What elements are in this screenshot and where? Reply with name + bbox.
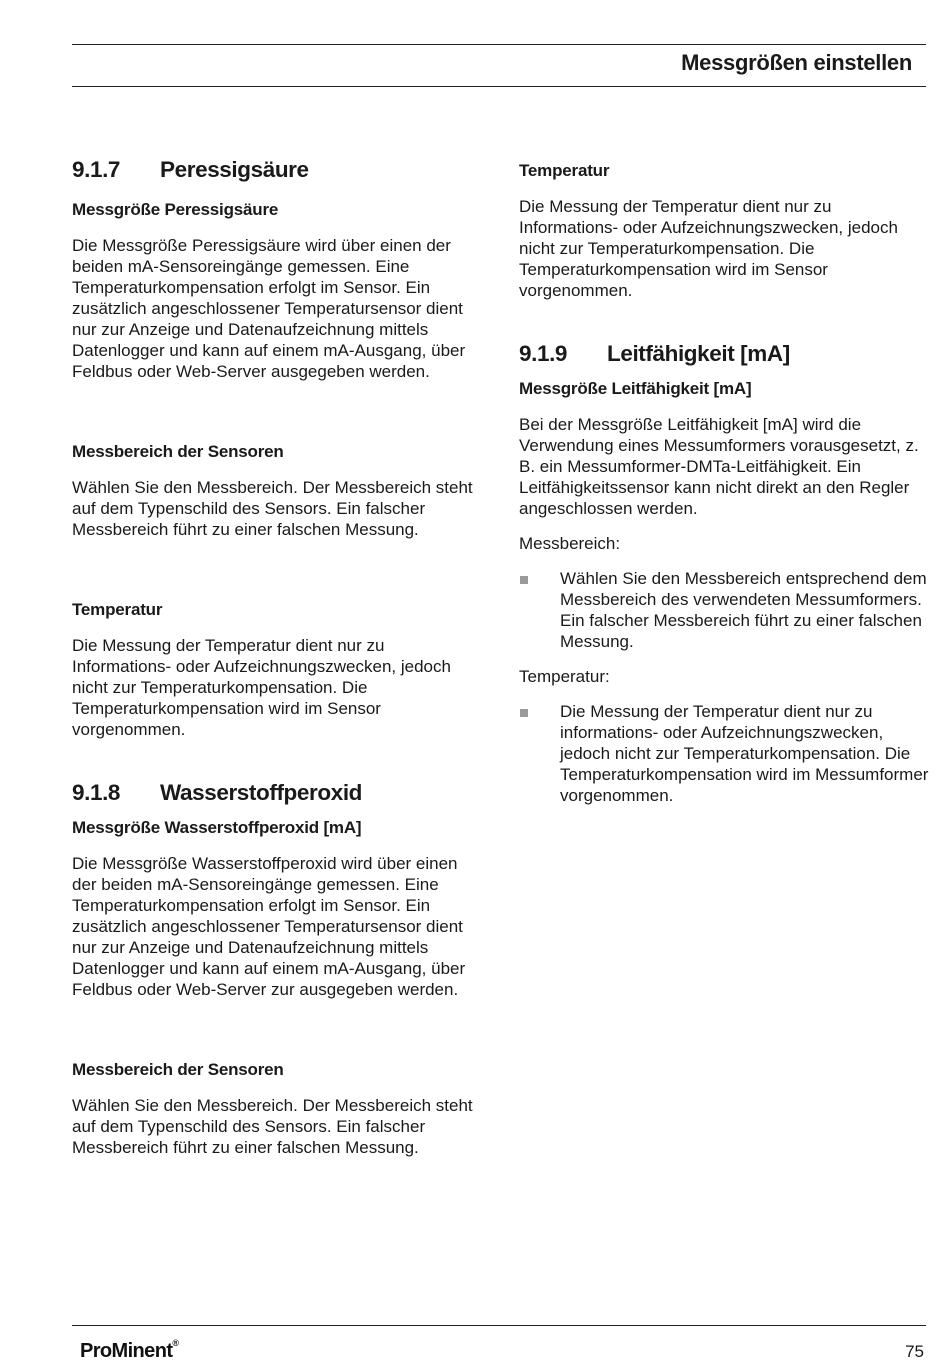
page-number: 75 [905, 1342, 924, 1361]
bullet-square-icon [519, 568, 560, 652]
label: Temperatur: [519, 667, 610, 686]
section-title: Leitfähigkeit [mA] [607, 341, 790, 366]
subheading: Messgröße Peressigsäure [72, 200, 279, 219]
left-column [72, 155, 482, 1158]
paragraph: Wählen Sie den Messbereich. Der Messbereich steht auf dem Typenschild des Sensors. Ein falscher Messbereich führt zu einer falschen Messung. [72, 478, 473, 539]
section-title: Peressigsäure [160, 157, 309, 182]
logo-text: ProMinent [80, 1340, 173, 1362]
section-heading-919 [519, 339, 929, 369]
paragraph: Die Messung der Temperatur dient nur zu Informations- oder Aufzeichnungszwecken, jedoch nicht zur Temperaturkompensation. Die Temperaturkompensation wird im Sensor vorgenommen. [72, 636, 451, 739]
section-number: 9.1.9 [519, 341, 568, 366]
subheading: Messbereich der Sensoren [72, 442, 284, 461]
section-number: 9.1.8 [72, 780, 121, 805]
footer-rule [72, 1325, 926, 1326]
section-heading-918 [72, 778, 482, 808]
header-top-rule [72, 44, 926, 45]
label: Messbereich: [519, 534, 621, 553]
right-column [519, 155, 929, 806]
section-number: 9.1.7 [72, 157, 121, 182]
paragraph: Bei der Messgröße Leitfähigkeit [mA] wird die Verwendung eines Messumformers vorausgesetzt, z. B. ein Messumformer-DMTa-Leitfähigkeit. Ein Leitfähigkeitssensor kann nicht direkt an den Regler angeschlossen werden. [519, 415, 919, 518]
paragraph: Die Messgröße Wasserstoffperoxid wird über einen der beiden mA-Sensoreingänge gemessen. Eine Temperaturkompensation erfolgt im Sensor. Ein zusätzlich angeschlossener Temperatursensor dient nur zur Anzeige und Datenaufzeichnung mittels Datenlogger und kann auf einem mA-Ausgang, über Feldbus oder Web-Server zur ausgegeben werden. [72, 854, 466, 999]
header-bottom-rule [72, 86, 926, 87]
prominent-logo [80, 1340, 178, 1363]
paragraph: Die Messung der Temperatur dient nur zu Informations- oder Aufzeichnungszwecken, jedoch nicht zur Temperaturkompensation. Die Temperaturkompensation wird im Sensor vorgenommen. [519, 197, 898, 300]
subheading: Messbereich der Sensoren [72, 1060, 284, 1079]
section-title: Wasserstoffperoxid [160, 780, 363, 805]
paragraph: Wählen Sie den Messbereich. Der Messbereich steht auf dem Typenschild des Sensors. Ein falscher Messbereich führt zu einer falschen Messung. [72, 1096, 473, 1157]
subheading: Messgröße Leitfähigkeit [mA] [519, 379, 752, 398]
bullet-text: Die Messung der Temperatur dient nur zu informations- oder Aufzeichnungszwecken, jedoch nicht zur Temperaturkompensation. Die Temperaturkompensation wird im Messumformer vorgenommen. [560, 702, 929, 805]
bullet-item [519, 701, 929, 806]
section-heading-917 [72, 155, 482, 185]
paragraph: Die Messgröße Peressigsäure wird über einen der beiden mA-Sensoreingänge gemessen. Eine Temperaturkompensation erfolgt im Sensor. Ein zusätzlich angeschlossener Temperatursensor dient nur zur Anzeige und Datenaufzeichnung mittels Datenlogger und kann auf einem mA-Ausgang, über Feldbus oder Web-Server ausgegeben werden. [72, 236, 466, 381]
subheading: Messgröße Wasserstoffperoxid [mA] [72, 818, 362, 837]
registered-mark: ® [172, 1338, 179, 1348]
subheading: Temperatur [72, 600, 163, 619]
subheading: Temperatur [519, 161, 610, 180]
bullet-item [519, 568, 929, 652]
running-header-title: Messgrößen einstellen [681, 50, 912, 75]
bullet-square-icon [519, 701, 560, 806]
bullet-text: Wählen Sie den Messbereich entsprechend dem Messbereich des verwendeten Messumformers. Ein falscher Messbereich führt zu einer falschen Messung. [560, 569, 927, 651]
